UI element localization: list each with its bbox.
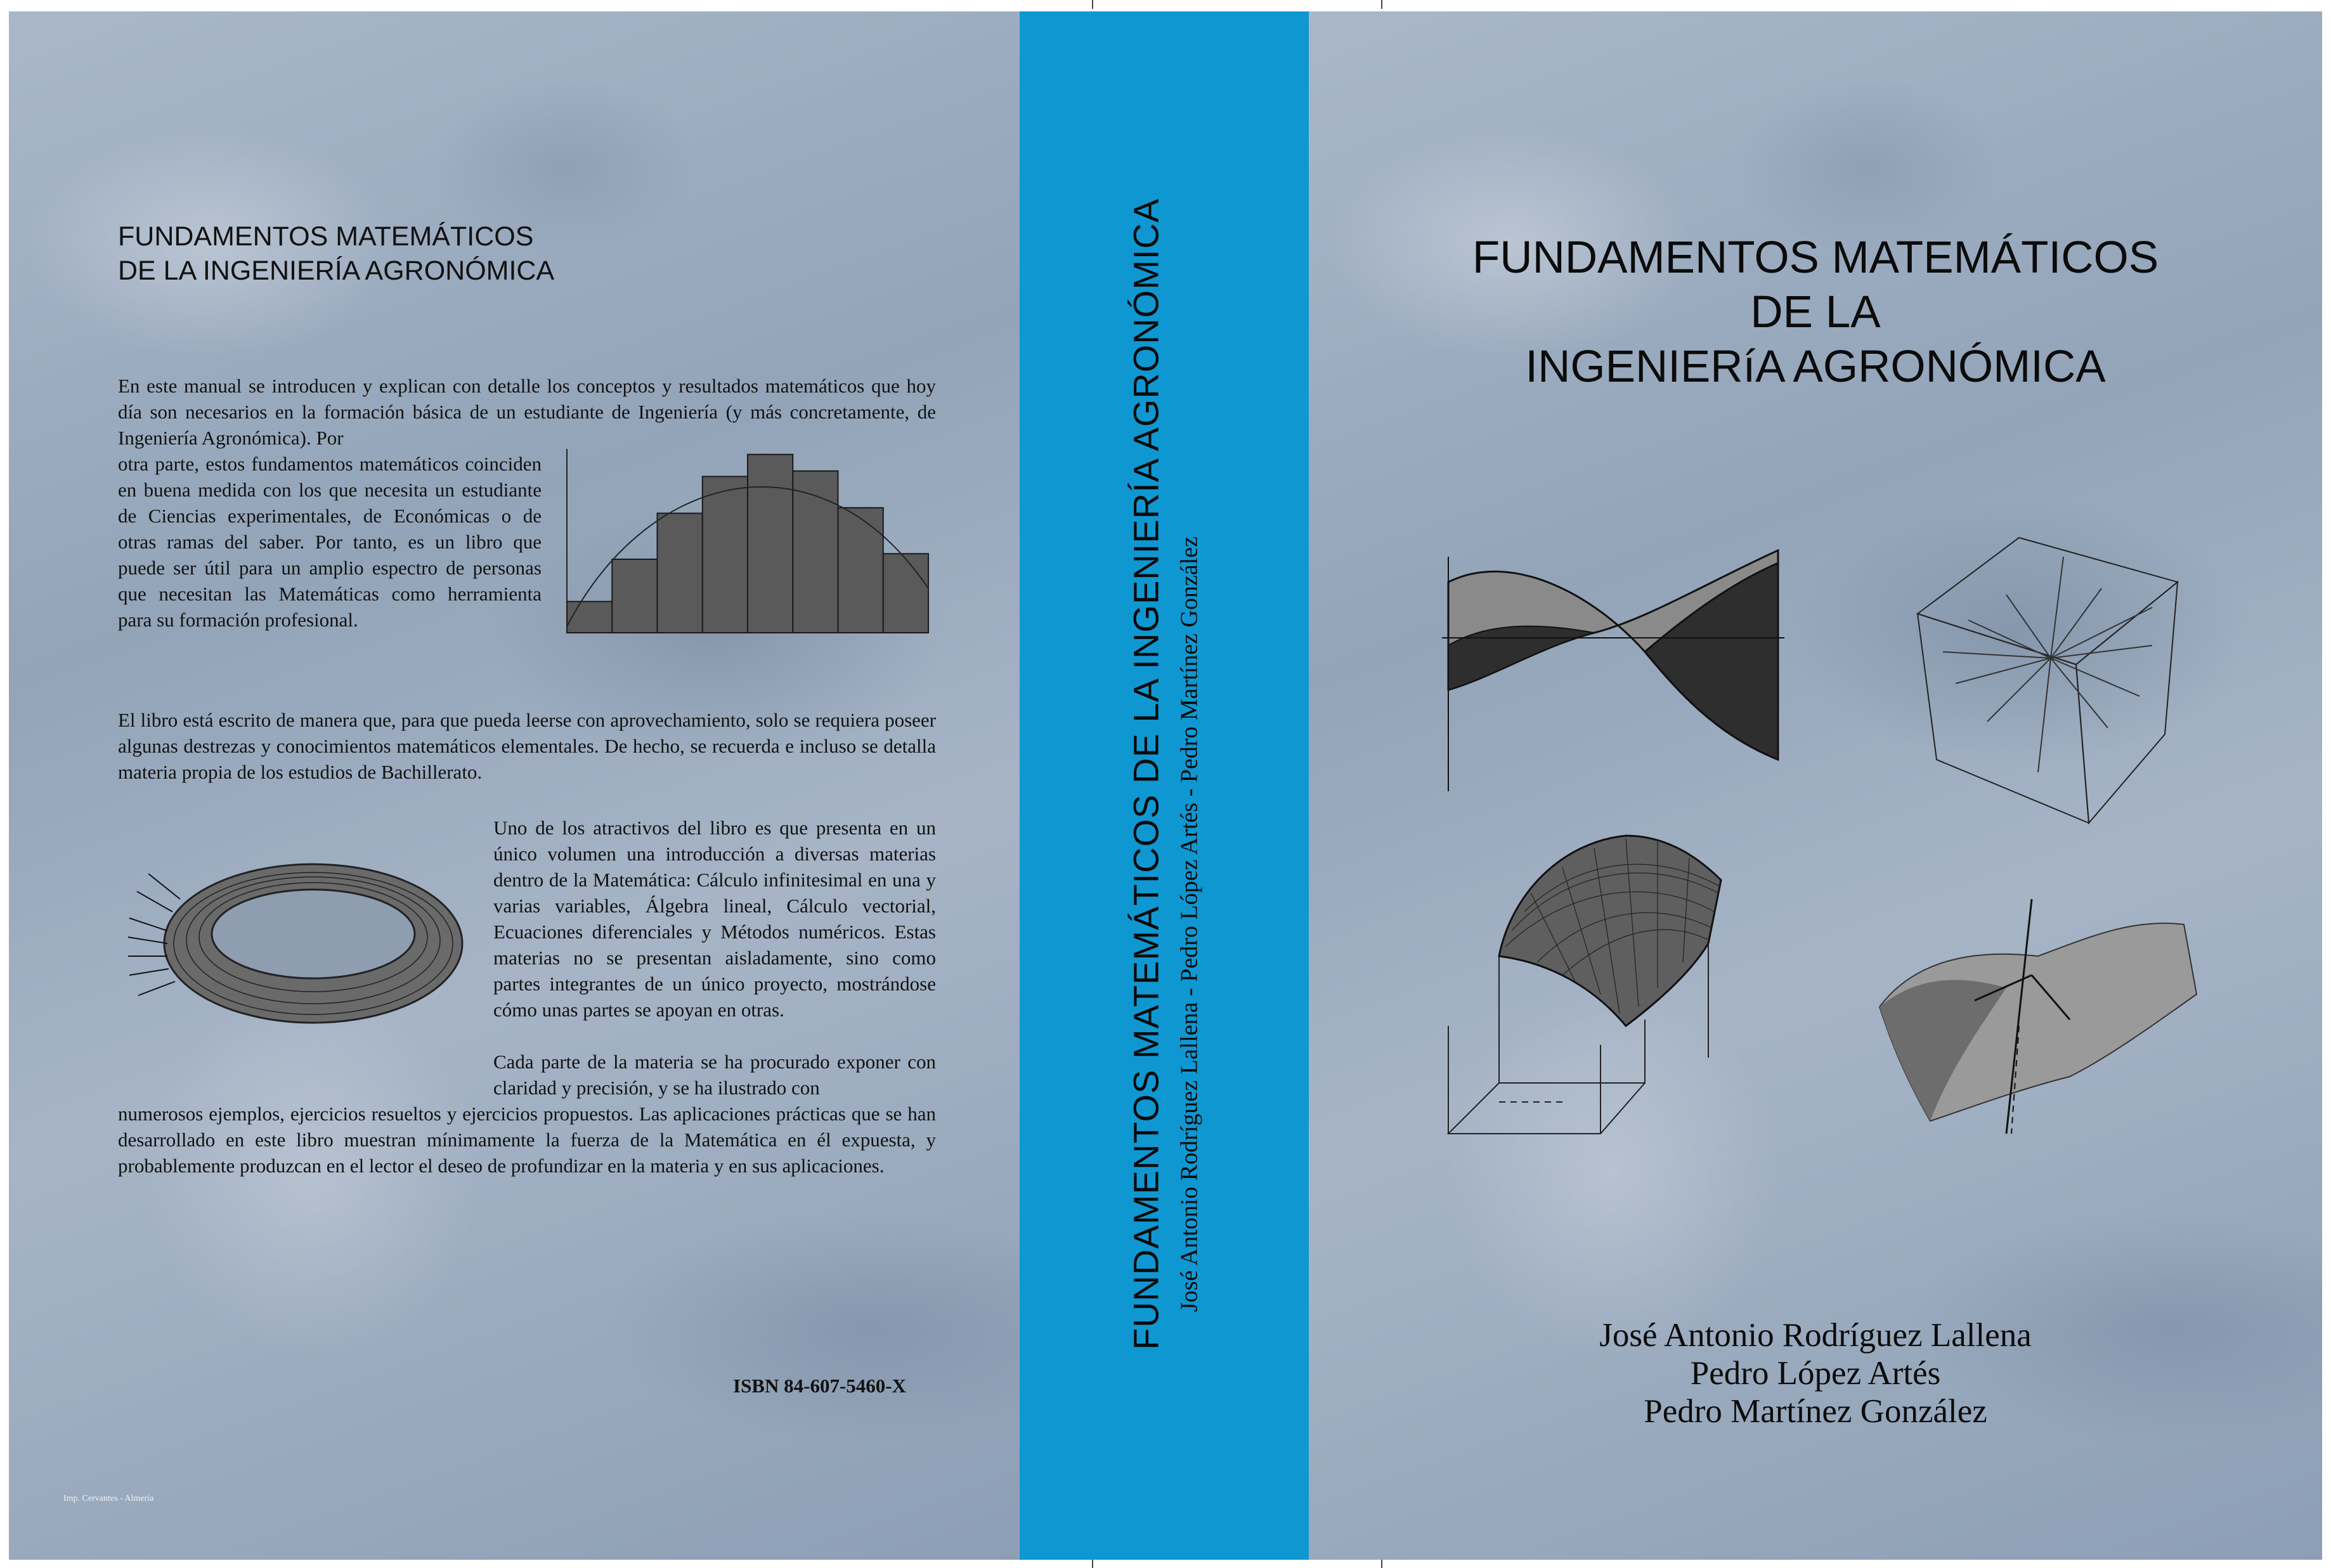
riemann-bar [703,477,748,633]
back-title-line2: DE LA INGENIERÍA AGRONÓMICA [118,256,555,286]
back-paragraph-4-full: numerosos ejemplos, ejercicios resueltos y ejercicios propuestos. Las aplicaciones prácticas que se han desarrollado en este libro muestran mínimamente la fuerza de la Matemática en él expuesta, y probablemente produzcan en el lector el deseo de profundizar en la materia y en sus aplicaciones. [118,1103,936,1177]
riemann-bar [567,602,612,633]
surface-box-figure [1436,817,1740,1146]
printer-credit: Imp. Cervantes - Almería [63,1494,154,1503]
riemann-bar [658,514,703,633]
tangent-surface-figure [1867,880,2209,1146]
front-cover-title [1309,231,2322,394]
spine-title: FUNDAMENTOS MATEMÁTICOS DE LA INGENIERÍA AGRONÓMICA [1126,198,1166,1350]
author-2: Pedro López Artés [1690,1355,1941,1392]
crop-mark [1092,0,1093,9]
mobius-strip-figure [123,817,478,1096]
back-paragraph-1-top: En este manual se introducen y explican con detalle los conceptos y resultados matemáticos que hoy día son necesarios en la formación básica de un estudiante de Ingeniería (y más concretamente, de Ingeniería Agronómica). Por [118,375,936,449]
riemann-bar [748,455,793,633]
crop-mark [1381,1560,1382,1568]
author-3: Pedro Martínez González [1644,1393,1987,1430]
front-title-line3: INGENIERíA AGRONÓMICA [1525,342,2106,392]
crop-mark [1092,1560,1093,1568]
crop-mark [1381,0,1382,9]
riemann-bar [838,508,883,633]
back-paragraph-2: El libro está escrito de manera que, para que pueda leerse con aprovechamiento, solo se requiera poseer algunas destrezas y conocimientos matemáticos elementales. De hecho, se recuerda e incluso se detalla materia propia de los estudios de Bachillerato. [118,709,936,783]
front-title-line1: FUNDAMENTOS MATEMÁTICOS [1472,233,2159,283]
book-cover-sheet [9,11,2322,1560]
spine [1020,11,1309,1560]
vector-field-cube-figure [1899,519,2203,836]
front-title-line2: DE LA [1750,287,1881,337]
back-cover-title [118,219,554,288]
back-title-line1: FUNDAMENTOS MATEMÁTICOS [118,221,534,252]
intersecting-curves-figure [1436,544,1791,798]
riemann-sum-figure [554,443,935,645]
author-1: José Antonio Rodríguez Lallena [1599,1317,2032,1354]
back-paragraph-1-side: otra parte, estos fundamentos matemáticos coinciden en buena medida con los que necesita un estudiante de Ciencias experimentales, de Económicas o de otras ramas del saber. Por tanto, es un libro que puede ser útil para un amplio espectro de personas que necesitan las Matemáticas como herramienta para su formación profesional. [118,453,542,631]
back-paragraph-3-side: Uno de los atractivos del libro es que presenta en un único volumen una introducción a diversas materias dentro de la Matemática: Cálculo infinitesimal en una y varias variables, Álgebra lineal, Cálculo vectorial, Ecuaciones diferenciales y Métodos numéricos. Estas materias no se presentan aisladamente, sino como partes integrantes de un único proyecto, mostrándose cómo unas partes se apoyan en otras. [493,817,936,1021]
spine-text [1126,198,1204,1350]
front-cover [1309,11,2322,1560]
riemann-bar [612,559,657,633]
back-paragraph-4-side: Cada parte de la materia se ha procurado exponer con claridad y precisión, y se ha ilustrado con [493,1051,936,1099]
spine-authors: José Antonio Rodríguez Lallena - Pedro López Artés - Pedro Martínez González [1176,536,1203,1312]
front-cover-authors [1309,1316,2322,1430]
back-cover [9,11,1020,1560]
riemann-bars [567,455,928,633]
isbn: ISBN 84-607-5460-X [733,1375,906,1397]
riemann-bar [883,554,928,633]
